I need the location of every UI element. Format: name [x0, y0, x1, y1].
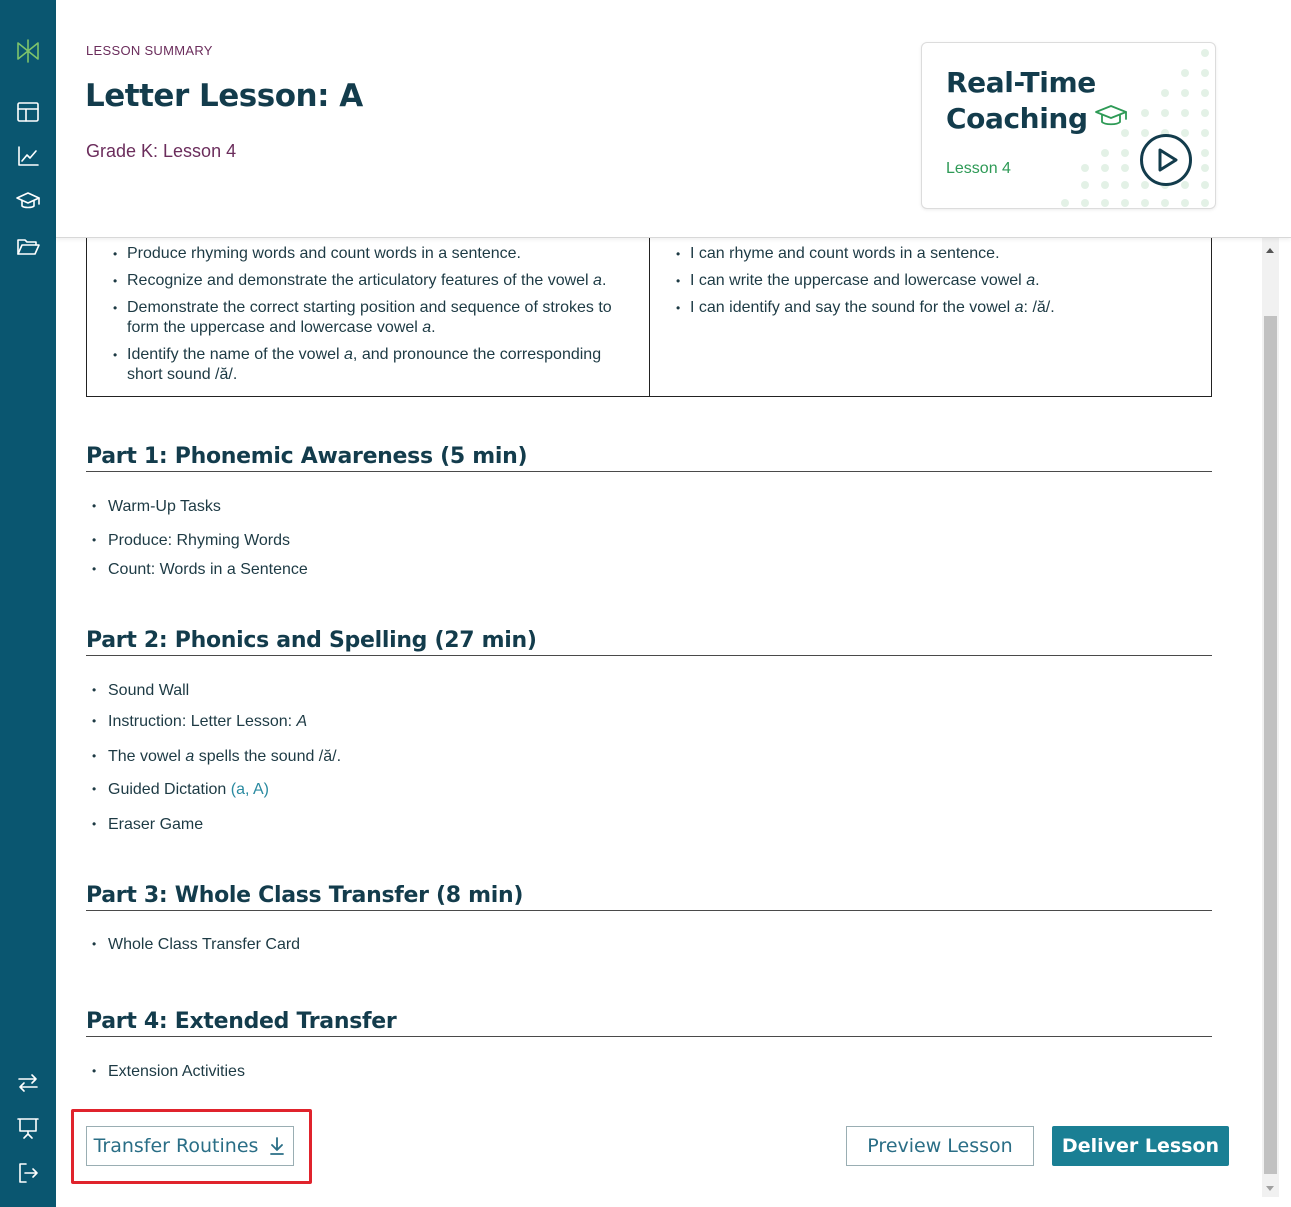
list-item[interactable]: • Eraser Game — [92, 816, 341, 845]
logout-icon[interactable] — [13, 1158, 43, 1188]
list-item[interactable] — [92, 748, 341, 781]
preview-lesson-button[interactable]: Preview Lesson — [846, 1126, 1034, 1166]
letter-text: A — [296, 713, 308, 730]
objective-text: Demonstrate the correct starting position and sequence of strokes to form the uppercase and lowercase vowel — [127, 299, 612, 336]
part-2-list — [92, 682, 341, 845]
scroll-up-arrow[interactable] — [1266, 248, 1274, 253]
objectives-list — [113, 244, 613, 392]
list-item[interactable]: • Produce: Rhyming Words — [92, 532, 308, 561]
list-item[interactable] — [92, 781, 341, 816]
objective-text: Recognize and demonstrate the articulatory features of the vowel — [127, 272, 594, 289]
objective-item — [113, 298, 613, 338]
chart-line-icon[interactable] — [13, 141, 43, 171]
objective-item — [113, 345, 613, 385]
sidebar — [0, 0, 56, 1207]
list-item-text: Instruction: Letter Lesson: — [108, 713, 297, 730]
swap-icon[interactable] — [13, 1068, 43, 1098]
graduation-cap-icon[interactable] — [13, 186, 43, 216]
part-3-heading: Part 3: Whole Class Transfer (8 min) — [86, 883, 1212, 911]
objective-text: Identify the name of the vowel — [127, 346, 345, 363]
logo-icon[interactable] — [13, 36, 43, 66]
list-item[interactable]: • Count: Words in a Sentence — [92, 561, 308, 590]
letter-text: a — [593, 272, 602, 289]
scroll-thumb[interactable] — [1264, 316, 1277, 1174]
letter-text: a — [1026, 272, 1036, 289]
layout-icon[interactable] — [13, 97, 43, 127]
objective-text: : /ă/. — [1023, 299, 1055, 316]
objective-text: Produce rhyming words and count words in a sentence. — [127, 245, 521, 262]
list-item-text: The vowel — [108, 748, 186, 765]
list-item[interactable]: • Sound Wall — [92, 682, 341, 713]
part-3-list — [92, 936, 300, 954]
download-icon — [268, 1136, 286, 1156]
transfer-routines-button[interactable] — [86, 1126, 294, 1166]
graduation-cap-icon — [1094, 102, 1128, 138]
letter-text: a — [1014, 299, 1024, 316]
grade-lesson-subtitle: Grade K: Lesson 4 — [86, 141, 237, 161]
objective-text: I can rhyme and count words in a sentence. — [690, 245, 1000, 262]
scrollbar[interactable] — [1262, 238, 1279, 1197]
list-item-text: spells the sound /ă/. — [194, 748, 342, 765]
coaching-lesson-label: Lesson 4 — [946, 160, 1011, 177]
list-item[interactable]: • Extension Activities — [92, 1063, 245, 1081]
objectives-table — [86, 238, 1212, 397]
coaching-title — [946, 65, 1128, 138]
list-item[interactable] — [92, 713, 341, 748]
objective-text: . — [601, 272, 607, 289]
lesson-summary-label: LESSON SUMMARY — [86, 43, 213, 58]
part-1-heading: Part 1: Phonemic Awareness (5 min) — [86, 444, 1212, 472]
objective-text: . — [1035, 272, 1040, 289]
objective-item — [113, 271, 613, 291]
transfer-routines-label: Transfer Routines — [93, 1135, 259, 1157]
list-item-text: Guided Dictation — [108, 781, 231, 798]
objective-item — [676, 271, 1055, 291]
coaching-title-line1: Real-Time — [946, 66, 1096, 99]
real-time-coaching-card[interactable] — [921, 42, 1216, 209]
play-icon — [1157, 148, 1179, 172]
objective-text: I can identify and say the sound for the vowel — [690, 299, 1015, 316]
objective-text: , and pronounce the corresponding short sound /ă/. — [127, 346, 602, 383]
objective-text: I can write the uppercase and lowercase vowel — [690, 272, 1027, 289]
lesson-content[interactable] — [56, 238, 1262, 1207]
coaching-title-line2: Coaching — [946, 102, 1088, 135]
part-2-heading: Part 2: Phonics and Spelling (27 min) — [86, 628, 1212, 656]
objective-text: . — [431, 319, 436, 336]
lesson-header — [56, 0, 1291, 238]
list-item[interactable]: • Warm-Up Tasks — [92, 498, 308, 532]
i-can-statements-column — [650, 238, 1211, 396]
letter-text: a — [344, 346, 353, 363]
part-4-heading: Part 4: Extended Transfer — [86, 1009, 1212, 1037]
objective-item — [676, 244, 1055, 264]
folder-open-icon[interactable] — [13, 232, 43, 262]
scroll-down-arrow[interactable] — [1266, 1186, 1274, 1191]
letter-text: a — [422, 319, 432, 336]
presentation-icon[interactable] — [13, 1113, 43, 1143]
part-1-list — [92, 498, 308, 590]
dictation-link[interactable]: (a, A) — [230, 781, 269, 798]
play-button[interactable] — [1140, 134, 1192, 186]
list-item[interactable]: • Whole Class Transfer Card — [92, 936, 300, 954]
page-title: Letter Lesson: A — [85, 78, 363, 114]
objective-item — [113, 244, 613, 264]
letter-text: a — [185, 748, 195, 765]
lesson-objectives-column — [87, 238, 650, 396]
objective-item — [676, 298, 1055, 318]
part-4-list — [92, 1063, 245, 1081]
coaching-title-line2-wrap — [946, 101, 1128, 138]
deliver-lesson-button[interactable]: Deliver Lesson — [1052, 1126, 1229, 1166]
i-can-list — [676, 244, 1055, 325]
